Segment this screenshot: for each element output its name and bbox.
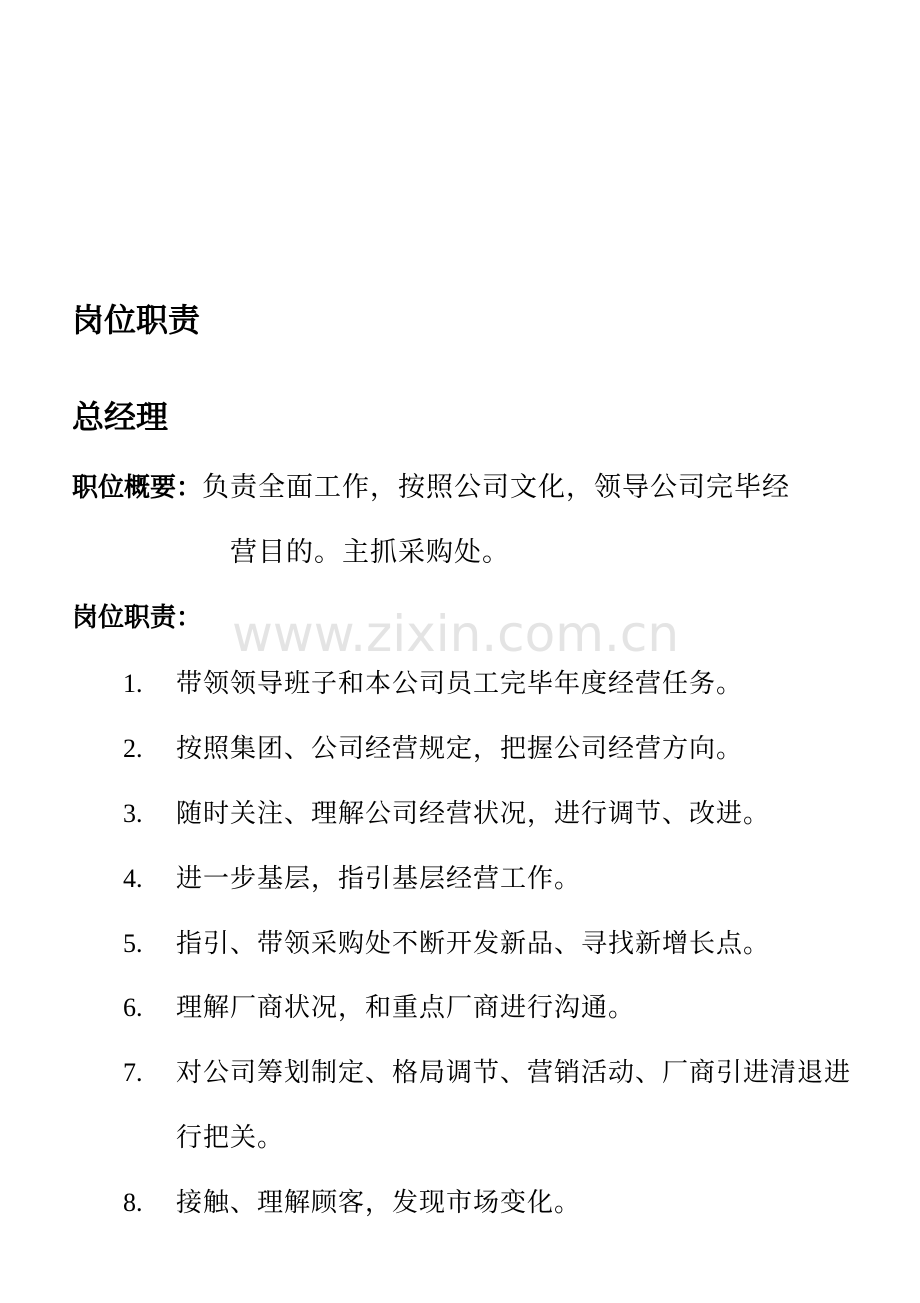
summary-label: 职位概要： bbox=[72, 473, 203, 503]
summary-line-1 bbox=[72, 470, 790, 506]
duties-label: 岗位职责： bbox=[72, 603, 203, 633]
duty-number: 2. bbox=[123, 734, 143, 763]
duty-text: 进一步基层，指引基层经营工作。 bbox=[176, 864, 582, 894]
summary-text-2: 营目的。主抓采购处。 bbox=[230, 537, 510, 568]
duty-text: 按照集团、公司经营规定，把握公司经营方向。 bbox=[176, 734, 744, 764]
duty-text: 对公司筹划制定、格局调节、营销活动、厂商引进清退进行把关。 bbox=[176, 1058, 852, 1153]
duty-text: 理解厂商状况，和重点厂商进行沟通。 bbox=[176, 993, 636, 1023]
duty-text: 带领领导班子和本公司员工完毕年度经营任务。 bbox=[176, 669, 744, 699]
duty-number: 4. bbox=[123, 864, 143, 893]
duty-number: 3. bbox=[123, 799, 143, 828]
duty-number: 5. bbox=[123, 929, 143, 958]
duty-number: 8. bbox=[123, 1188, 143, 1217]
position-title: 总经理 bbox=[72, 398, 169, 436]
watermark: www.zixin.com.cn bbox=[232, 605, 680, 663]
duty-text: 接触、理解顾客，发现市场变化。 bbox=[176, 1188, 582, 1218]
duty-text: 指引、带领采购处不断开发新品、寻找新增长点。 bbox=[176, 929, 771, 959]
duty-number: 6. bbox=[123, 993, 143, 1022]
duty-number: 1. bbox=[123, 669, 143, 698]
duty-text: 随时关注、理解公司经营状况，进行调节、改进。 bbox=[176, 799, 771, 829]
document-title: 岗位职责 bbox=[72, 301, 201, 339]
duty-number: 7. bbox=[123, 1058, 143, 1087]
summary-text-1: 负责全面工作，按照公司文化，领导公司完毕经 bbox=[202, 472, 791, 503]
